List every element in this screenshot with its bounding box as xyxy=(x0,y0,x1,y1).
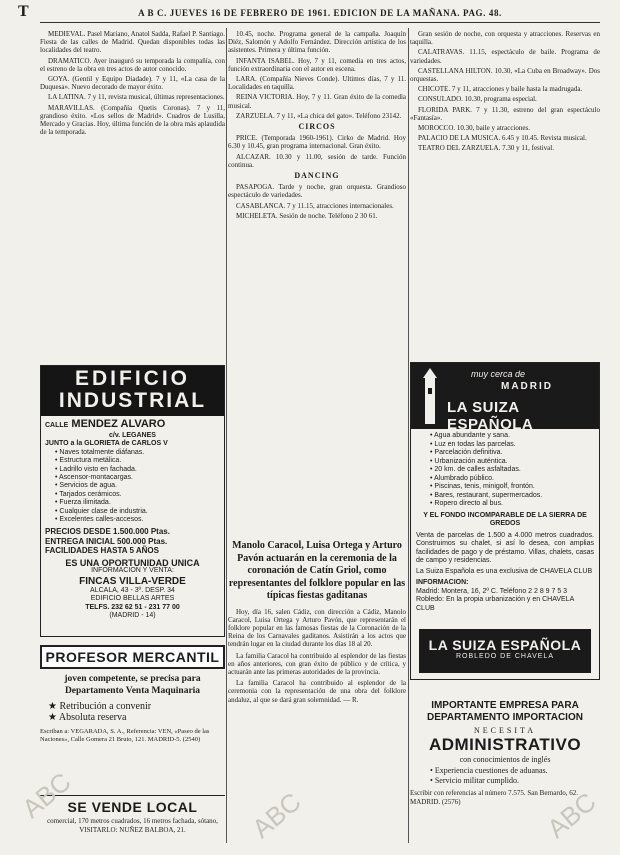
listing-text: Gran sesión de noche, con orquesta y atracciones. Reservas en taquilla. xyxy=(410,30,600,47)
ad-edificio-payment: FACILIDADES HASTA 5 AÑOS xyxy=(45,546,159,556)
listing-text: MARAVILLAS. (Compañía Quetis Coronas). 7 y 11, grandioso éxito. «Los sellos de Madrid». Cuadros de Lusilla, Mercado y Gracias. Hoy, última función de la obra más aplaudida de la temporada. xyxy=(40,103,225,137)
list-item: • Excelentes calles-accesos. xyxy=(55,516,220,524)
ad-suiza-body2: La Suiza Española es una exclusiva de CHAVELA CLUB xyxy=(416,567,593,575)
listing-text: LARA. (Compañía Nieves Conde). Ultimos días, 7 y 11. Localidades en taquilla. xyxy=(228,75,406,92)
list-item: • Servicios de agua. xyxy=(55,482,220,490)
page-header: A B C. JUEVES 16 DE FEBRERO DE 1961. EDICION DE LA MAÑANA. PAG. 48. xyxy=(40,8,600,23)
ad-suiza-body: Venta de parcelas de 1.500 a 4.000 metros cuadrados. Construimos su chalet, si así lo desea, con amplias facilidades de pago y de préstamo. Villas, chalets, casas de campo y residencias. xyxy=(416,531,594,564)
ad-edificio-building: EDIFICIO BELLAS ARTES xyxy=(90,595,175,603)
ad-suiza-espanola xyxy=(410,362,600,680)
ad-suiza-banner xyxy=(411,363,599,433)
list-item: • Experiencia cuestiones de aduanas. xyxy=(430,766,600,776)
ad-edificio-title-line1: EDIFICIO xyxy=(74,367,190,390)
column-2-listings xyxy=(228,30,406,535)
ad-edificio-tagline: ES UNA OPORTUNIDAD UNICA xyxy=(65,557,200,568)
ad-suiza-logo-sub: ROBLEDO DE CHAVELA xyxy=(455,653,554,660)
article-paragraph: Hoy, día 16, salen Cádiz, con dirección a Cádiz, Manolo Caracol, Luisa Ortega y Arturo Pavón, que representarán el folklore popular en las famosas fiestas de la Coronación de la Reina de los Carnavales gaditanos. Asistirán a los actos que tendrán lugar en la ciudad durante los días 18 al 20. xyxy=(228,607,406,649)
ad-suiza-title: LA SUIZA ESPAÑOLA xyxy=(447,399,534,433)
list-item: • Agua abundante y sana. xyxy=(430,432,594,441)
listing-text: INFANTA ISABEL. Hoy, 7 y 11, comedia en tres actos, función extraordinaria con el autor en escena. xyxy=(228,56,406,73)
list-item: • Ropero directo al bus. xyxy=(430,500,594,509)
ad-suiza-features xyxy=(416,432,594,509)
ad-edificio-address: ALCALA, 43 - 3º. DESP. 34 xyxy=(90,586,175,594)
ad-edificio-info: INFORMACION Y VENTA: xyxy=(91,567,174,575)
list-item: • Servicio militar cumplido. xyxy=(430,776,600,786)
ad-admin-line2: DEPARTAMENTO IMPORTACION xyxy=(427,712,583,723)
ad-admin-line1: IMPORTANTE EMPRESA PARA xyxy=(431,700,579,711)
ad-profesor-footer: Escriban a: VEGARADA, S. A., Referencia: VEN, «Paseo de las Naciones», Calle Gomera 21 Bruto, 121. MADRID-5. (2540) xyxy=(40,728,210,743)
list-item: • Bares, restaurant, supermercados. xyxy=(430,492,594,501)
listing-text: 10.45, noche. Programa general de la campaña. Joaquín Diéz, Salomón y Adolfo Fernández. Dirección artística de los asistentes. Primera y última función. xyxy=(228,30,406,55)
ad-edificio-street: MENDEZ ALVARO xyxy=(71,418,166,430)
listing-text: CALATRAVAS. 11.15, espectáculo de baile. Programa de variedades. xyxy=(410,48,600,65)
listing-text: REINA VICTORIA. Hoy, 7 y 11. Gran éxito de la comedia musical. xyxy=(228,93,406,110)
section-heading-circos: CIRCOS xyxy=(298,122,336,132)
list-item: • Piscinas, tenis, minigolf, frontón. xyxy=(430,483,594,492)
column-3-listings xyxy=(410,30,600,355)
list-item: • Fuerza ilimitada. xyxy=(55,499,220,507)
watermark-stamp: ABC xyxy=(246,786,307,844)
list-item: • Ladrillo visto en fachada. xyxy=(55,466,220,474)
listing-text: PALACIO DE LA MUSICA. 6.45 y 10.45. Revista musical. xyxy=(418,134,587,143)
ad-edificio-company: FINCAS VILLA-VERDE xyxy=(79,575,186,587)
listing-text: DRAMATICO. Ayer inauguró su temporada la compañía, con el estreno de la obra en tres actos de autor conocido. xyxy=(40,56,225,73)
list-item: • Naves totalmente diáfanas. xyxy=(55,449,220,457)
listing-text: MICHELETA. Sesión de noche. Teléfono 2 30 61. xyxy=(236,211,378,220)
ad-edificio-near: JUNTO a la GLORIETA de CARLOS V xyxy=(45,440,168,448)
list-item: • Parcelación definitiva. xyxy=(430,449,594,458)
list-item: • Urbanización auténtica. xyxy=(430,458,594,467)
list-item: • Luz en todas las parcelas. xyxy=(430,441,594,450)
ad-suiza-kicker: muy cerca de xyxy=(471,369,526,379)
ad-suiza-info-obras: Robledo: En la propia urbanización y en CHAVELA CLUB xyxy=(416,596,574,612)
listing-text: LA LATINA. 7 y 11, revista musical, últimas representaciones. xyxy=(48,93,225,102)
article-caracol xyxy=(228,540,406,845)
ad-suiza-city: MADRID xyxy=(501,381,553,392)
ad-edificio-street-detail: c/v. LEGANES xyxy=(109,432,156,439)
listing-text: TEATRO DEL ZARZUELA. 7.30 y 11, festival. xyxy=(418,144,554,153)
ad-edificio-price: PRECIOS DESDE 1.500.000 Ptas. xyxy=(45,527,170,537)
corner-mark: T xyxy=(18,3,29,20)
ad-local-title: SE VENDE LOCAL xyxy=(67,799,198,815)
list-item: • Estructura metálica. xyxy=(55,457,220,465)
list-item: • Cualquier clase de industria. xyxy=(55,508,220,516)
ad-edificio-title-line2: INDUSTRIAL xyxy=(58,389,207,412)
ad-admin-title: ADMINISTRATIVO xyxy=(428,735,582,754)
ad-admin-line3: NECESITA xyxy=(473,726,537,735)
ad-suiza-logo-name: LA SUIZA ESPAÑOLA xyxy=(428,637,582,653)
ad-admin-footer: Escribir con referencias al número 7.575. San Bernardo, 62. MADRID. (2576) xyxy=(410,789,578,806)
ad-suiza-info-label: INFORMACION: xyxy=(416,579,469,586)
listing-text: CONSULADO. 10.30, programa especial. xyxy=(418,95,537,104)
ad-local-body: comercial, 170 metros cuadrados, 16 metros fachada, sótano, VISITARLO: NUÑEZ BALBOA, 21. xyxy=(47,817,218,834)
listing-text: MEDIEVAL. Pasel Mariano, Anatol Sadda, Rafael P. Santiago. Fiesta de las calles de Madrid. Quedan disponibles todas las localidades del teatro. xyxy=(40,30,225,55)
ad-edificio-ref: (MADRID - 14) xyxy=(109,612,156,619)
listing-text: ZARZUELA. 7 y 11, «La chica del gato». Teléfono 23142. xyxy=(236,111,402,120)
article-paragraph: La familia Caracol ha contribuido al esplendor de la ceremonia con la representación de una obra del folklore andaluz, al que se dará gran solemnidad. — R. xyxy=(228,679,406,704)
ad-profesor-mercantil xyxy=(40,645,225,795)
listing-text: CASABLANCA. 7 y 11.15, atracciones internacionales. xyxy=(236,201,394,210)
listing-text: ALCAZAR. 10.30 y 11.00, sesión de tarde. Función continua. xyxy=(228,152,406,169)
column-rule xyxy=(226,28,227,843)
ad-edificio-industrial xyxy=(40,365,225,637)
article-paragraph: La familia Caracol ha contribuido al esplendor de las fiestas en años anteriores, con gran éxito de público y de crítica, y actuarán ante las primeras autoridades de la provincia. xyxy=(228,651,406,676)
listing-text: GOYA. (Gentil y Equipo Diadade). 7 y 11, «La casa de la Duquesa». Nuevo decorado de mayor éxito. xyxy=(40,75,225,92)
ad-edificio-features xyxy=(45,449,220,525)
ad-profesor-bullet-2: ★ Absoluta reserva xyxy=(48,712,127,723)
ad-admin-sub: con conocimientos de inglés xyxy=(459,755,551,764)
ad-profesor-body: joven competente, se precisa para Departamento Venta Maquinaria xyxy=(64,674,201,696)
list-item: • Ascensor-montacargas. xyxy=(55,474,220,482)
listing-text: PASAPOGA. Tarde y noche, gran orquesta. Grandioso espectáculo de variedades. xyxy=(228,183,406,200)
listing-text: FLORIDA PARK. 7 y 11.30, estreno del gran espectáculo «Fantasía». xyxy=(410,105,600,122)
ad-se-vende-local xyxy=(40,795,225,850)
column-1-listings xyxy=(40,30,225,365)
watermark-stamp: ABC xyxy=(16,766,77,824)
ad-suiza-slogan: Y EL FONDO INCOMPARABLE DE LA SIERRA DE GREDOS xyxy=(423,511,587,527)
ad-profesor-title: PROFESOR MERCANTIL xyxy=(40,645,225,669)
ad-admin-bullets xyxy=(410,766,600,786)
ad-profesor-bullet-1: ★ Retribución a convenir xyxy=(48,701,152,712)
listing-text: MOROCCO. 10.30, baile y atracciones. xyxy=(418,124,530,133)
list-item: • Tarjados cerámicos. xyxy=(55,491,220,499)
column-rule xyxy=(408,28,409,843)
list-item: • Alumbrado público. xyxy=(430,475,594,484)
listing-text: PRICE. (Temporada 1960-1961). Cirko de Madrid. Hoy 6.30 y 10.45, gran programa internacional. Gran éxito. xyxy=(228,134,406,151)
tower-icon xyxy=(417,366,443,426)
ad-suiza-info-madrid: Madrid: Montera, 16, 2º C. Teléfono 2 2 8 9 7 5 3 xyxy=(416,587,568,595)
ad-edificio-phones: TELFS. 232 62 51 - 231 77 00 xyxy=(85,603,180,611)
section-heading-dancing: DANCING xyxy=(294,171,340,181)
ad-edificio-title xyxy=(41,366,224,416)
list-item: • 20 km. de calles asfaltadas. xyxy=(430,466,594,475)
listing-text: CHICOTE. 7 y 11, atracciones y baile hasta la madrugada. xyxy=(418,85,583,94)
ad-suiza-logo xyxy=(419,629,591,673)
watermark-stamp: ABC xyxy=(541,786,602,844)
article-headline: Manolo Caracol, Luisa Ortega y Arturo Pavón actuarán en la ceremonia de la coronación de Catín Griol, como representantes del folklore popular en las típicas fiestas gaditanas xyxy=(228,540,406,601)
ad-edificio-deposit: ENTREGA INICIAL 500.000 Ptas. xyxy=(45,536,168,546)
listing-text: CASTELLANA HILTON. 10.30, «La Cuba en Broadway». Dos orquestas. xyxy=(410,66,600,84)
ad-edificio-street-prefix: CALLE xyxy=(45,422,69,429)
